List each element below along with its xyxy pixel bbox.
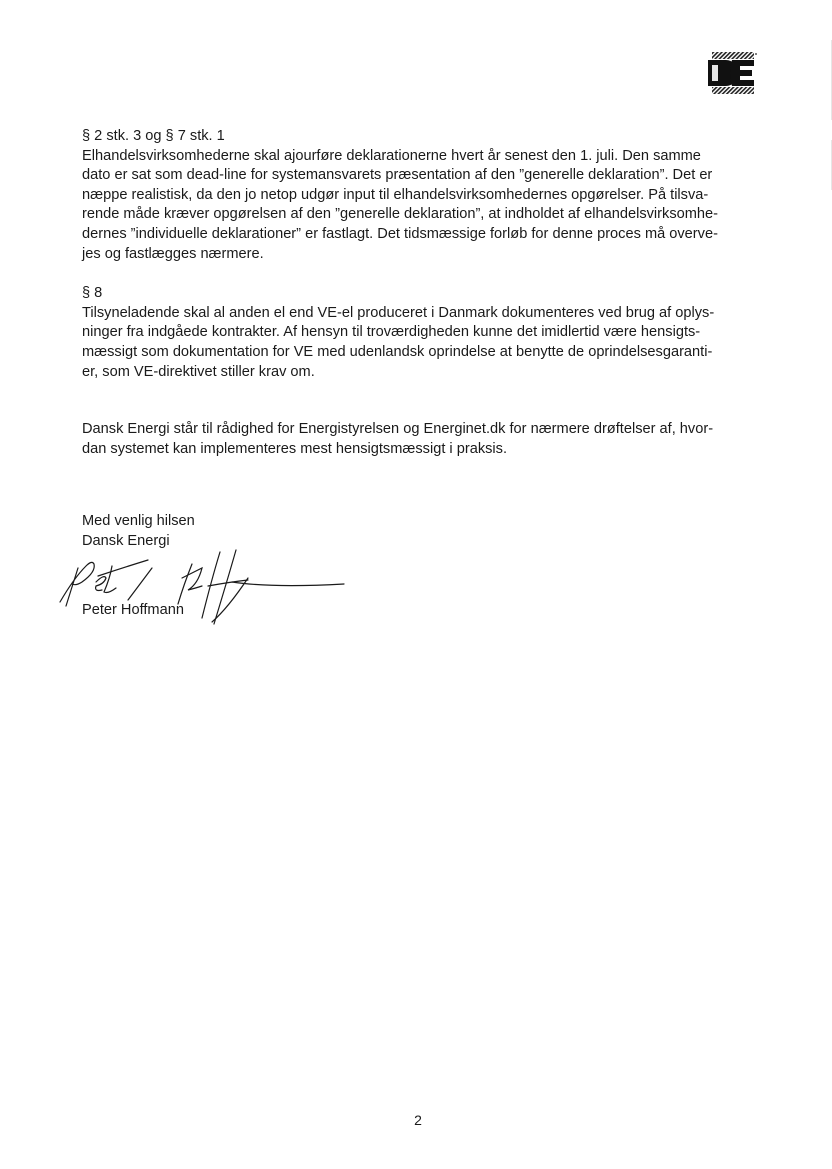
letter-body <box>82 127 750 552</box>
page-number: 2 <box>414 1112 422 1128</box>
body-line: Dansk Energi står til rådighed for Energistyrelsen og Energinet.dk for nærmere drøftelser af, hvor- <box>82 421 714 438</box>
body-line: dan systemet kan implementeres mest hensigtsmæssigt i praksis. <box>82 440 508 457</box>
body-line: rende måde kræver opgørelsen af den ”generelle deklaration”, at indholdet af elhandelsvirksomhe- <box>82 206 718 223</box>
body-line: Elhandelsvirksomhederne skal ajourføre deklarationerne hvert år senest den 1. juli. Den samme <box>82 147 701 164</box>
body-line: jes og fastlægges nærmere. <box>82 245 264 262</box>
signer-name: Peter Hoffmann <box>82 602 184 618</box>
section-paragraph-8 <box>82 284 750 382</box>
handwritten-signature-icon <box>52 548 352 628</box>
body-line: dato er sat som dead-line for systemansvarets præsentation af den ”generelle deklaration”. Det er <box>82 167 713 184</box>
dansk-energi-logo-icon <box>706 50 758 96</box>
section-heading: § 2 stk. 3 og § 7 stk. 1 <box>82 128 225 144</box>
body-line: er, som VE-direktivet stiller krav om. <box>82 363 315 380</box>
body-line: næppe realistisk, da den jo netop udgør input til elhandelsvirksomhedernes opgørelser. På tilsva- <box>82 186 709 203</box>
body-line: Tilsyneladende skal al anden el end VE-el produceret i Danmark dokumenteres ved brug af oplys- <box>82 304 715 321</box>
organization-name: Dansk Energi <box>82 532 170 549</box>
body-line: mæssigt som dokumentation for VE med udenlandsk oprindelse at benytte de oprindelsesgaranti- <box>82 343 713 360</box>
section-heading: § 8 <box>82 285 103 302</box>
body-line: ninger fra indgåede kontrakter. Af hensyn til troværdigheden kunne det imidlertid være hensigts- <box>82 324 701 341</box>
greeting: Med venlig hilsen <box>82 513 195 530</box>
body-line: dernes ”individuelle deklarationer” er fastlagt. Det tidsmæssige forløb for denne proces må overve- <box>82 225 718 242</box>
sign-off <box>82 512 750 551</box>
closing-paragraph <box>82 420 750 459</box>
section-paragraph-2-7 <box>82 127 750 264</box>
